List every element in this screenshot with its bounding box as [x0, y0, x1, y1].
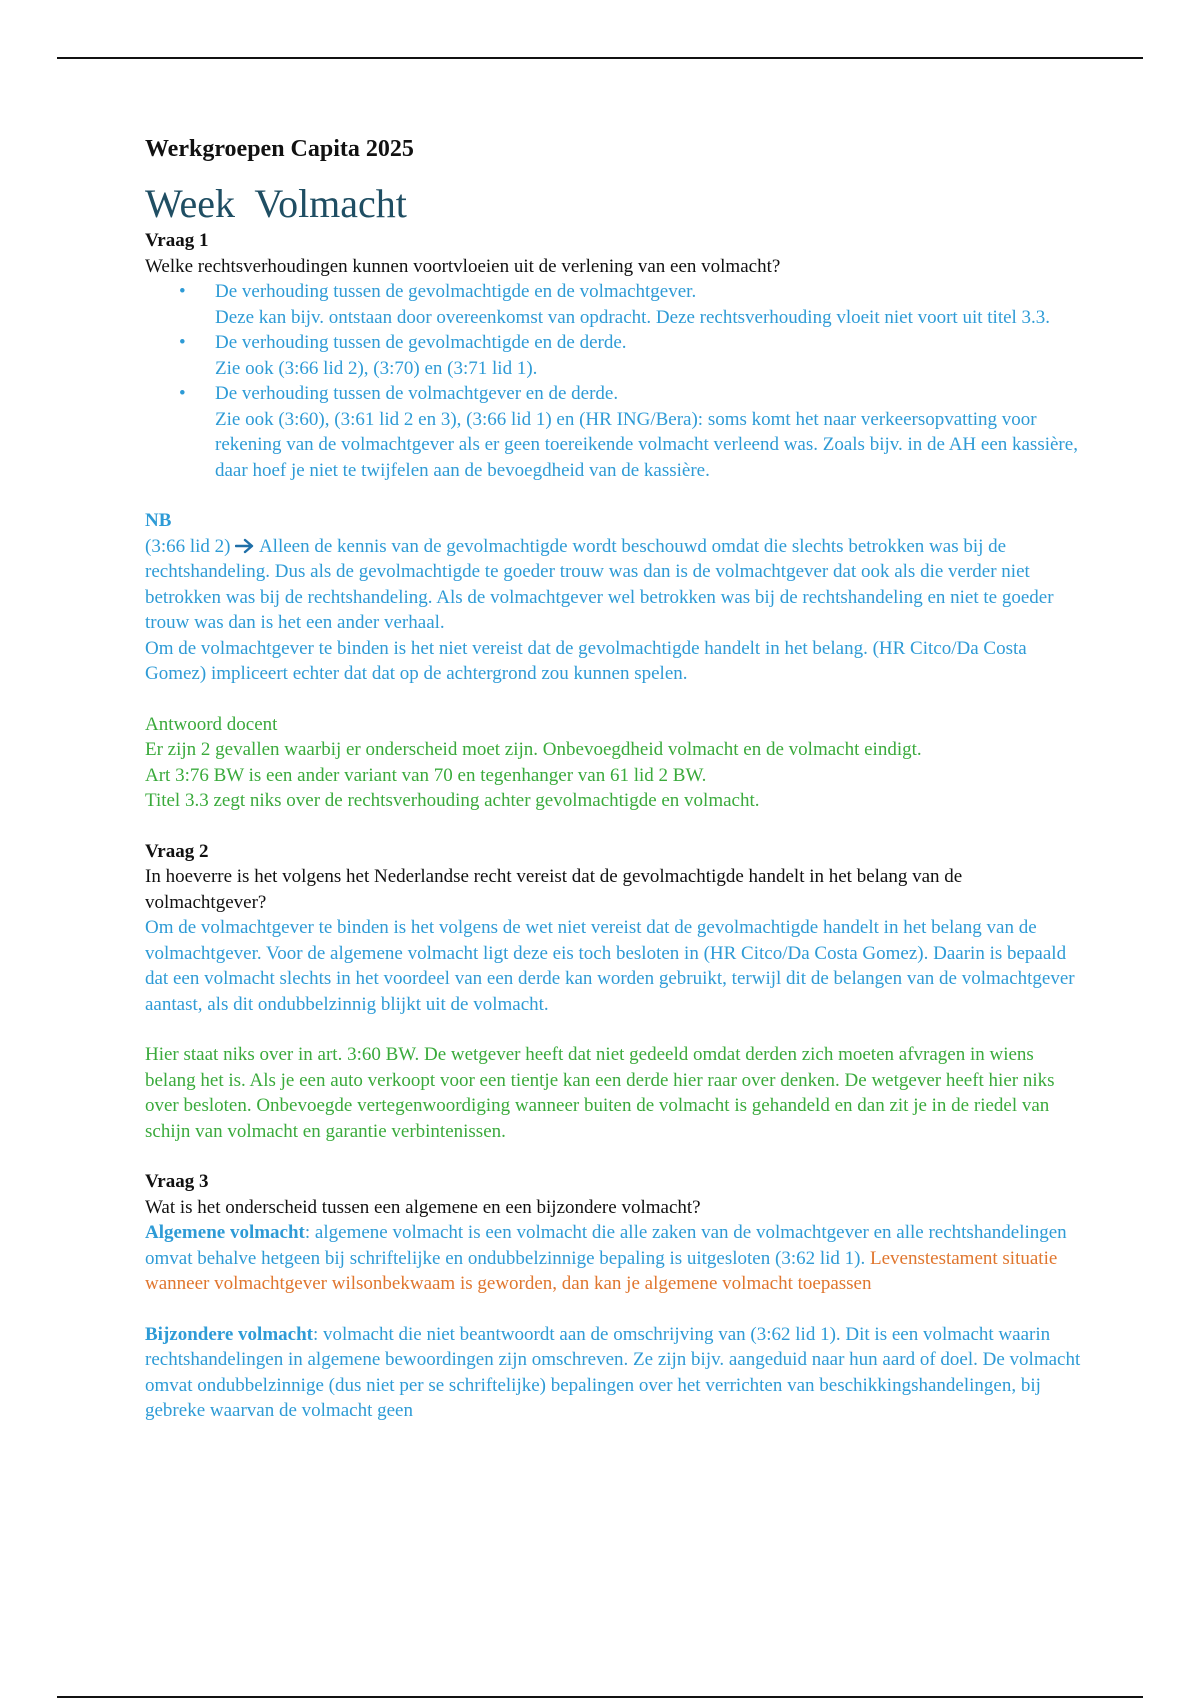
- question-2-text: In hoeverre is het volgens het Nederlandse recht vereist dat de gevolmachtigde handelt in het belang van de volmachtgever?: [145, 866, 963, 913]
- teacher-answer-line: Titel 3.3 zegt niks over de rechtsverhouding achter gevolmachtigde en volmacht.: [145, 790, 760, 811]
- question-2-answer: Om de volmachtgever te binden is het volgens de wet niet vereist dat de gevolmachtigde handelt in het belang van de volmachtgever. Voor de algemene volmacht ligt deze eis toch besloten in (HR Citco/Da Costa Gomez). Daarin is bepaald dat een volmacht slechts in het voordeel van een derde kan worden gebruikt, terwijl dit de belangen van de volmachtgever aantast, als dit ondubbelzinnig blijkt uit de volmacht.: [145, 917, 1075, 1015]
- question-3-section: [145, 1169, 1085, 1424]
- teacher-answer-label: Antwoord docent: [145, 713, 278, 735]
- document-body: [145, 134, 1085, 1424]
- list-item-head: De verhouding tussen de volmachtgever en de derde.: [215, 383, 619, 404]
- special-proxy-term: Bijzondere volmacht: [145, 1323, 313, 1345]
- teacher-answer-line: Art 3:76 BW is een ander variant van 70 en tegenhanger van 61 lid 2 BW.: [145, 764, 707, 786]
- header-rule: [57, 57, 1143, 59]
- list-item: [179, 279, 1085, 330]
- week-title: Week Volmacht: [145, 181, 407, 226]
- question-2-section: [145, 839, 1085, 1145]
- general-proxy-definition: : algemene volmacht is een volmacht die alle zaken van de volmachtgever en alle rechtshandelingen omvat behalve hetgeen bij schriftelijke en ondubbelzinnige bepaling is uitgesloten (3:62 lid 1).: [145, 1222, 1067, 1269]
- list-item-body: Zie ook (3:66 lid 2), (3:70) en (3:71 lid 1).: [215, 357, 538, 379]
- bullet-icon: •: [179, 332, 186, 353]
- special-proxy-paragraph: [145, 1322, 1085, 1424]
- list-item-body: Zie ook (3:60), (3:61 lid 2 en 3), (3:66 lid 1) en (HR ING/Bera): soms komt het naar verkeersopvatting voor rekening van de volmachtgever als er geen toereikende volmacht verleend was. Zoals bijv. in de AH een kassière, daar hoef je niet te twijfelen aan de bevoegdheid van de kassière.: [215, 408, 1078, 481]
- question-3-text: Wat is het onderscheid tussen een algemene en een bijzondere volmacht?: [145, 1196, 701, 1218]
- arrow-right-icon: [235, 538, 255, 554]
- nb-text: Alleen de kennis van de gevolmachtigde wordt beschouwd omdat die slechts betrokken was bij de rechtshandeling. Dus als de gevolmachtigde te goeder trouw was dan is de volmachtgever dat ook als die verder niet betrokken was bij de rechtshandeling. Als de volmachtgever wel betrokken was bij de rechtshandeling en niet te goeder trouw was dan is het een ander verhaal.: [145, 535, 1054, 633]
- nb-reference: (3:66 lid 2): [145, 535, 231, 557]
- general-proxy-paragraph: [145, 1220, 1085, 1297]
- question-1-label: Vraag 1: [145, 230, 209, 251]
- document-title: Werkgroepen Capita 2025: [145, 136, 414, 162]
- general-proxy-note: Levenstestament situatie wanneer volmachtgever wilsonbekwaam is geworden, dan kan je algemene volmacht toepassen: [145, 1247, 1058, 1294]
- bullet-icon: •: [179, 281, 186, 302]
- question-1-section: [145, 228, 1085, 814]
- bullet-icon: •: [179, 383, 186, 404]
- list-item: [179, 381, 1085, 483]
- question-2-teacher-answer: Hier staat niks over in art. 3:60 BW. De wetgever heeft dat niet gedeeld omdat derden zich moeten afvragen in wiens belang het is. Als je een auto verkoopt voor een tientje kan een derde hier raar over denken. De wetgever heeft hier niks over besloten. Onbevoegde vertegenwoordiging wanneer buiten de volmacht is gehandeld en dan zit je in de riedel van schijn van volmacht en garantie verbintenissen.: [145, 1044, 1055, 1142]
- list-item-head: De verhouding tussen de gevolmachtigde en de derde.: [215, 332, 627, 353]
- list-item: [179, 330, 1085, 381]
- nb-paragraph: [145, 534, 1085, 636]
- general-proxy-term: Algemene volmacht: [145, 1222, 305, 1243]
- nb-paragraph-2: Om de volmachtgever te binden is het niet vereist dat de gevolmachtigde handelt in het belang. (HR Citco/Da Costa Gomez) impliceert echter dat dat op de achtergrond zou kunnen spelen.: [145, 637, 1027, 684]
- question-1-text: Welke rechtsverhoudingen kunnen voortvloeien uit de verlening van een volmacht?: [145, 255, 781, 277]
- question-1-answer-list: [145, 279, 1085, 483]
- list-item-head: De verhouding tussen de gevolmachtigde en de volmachtgever.: [215, 281, 697, 302]
- footer-rule: [57, 1696, 1143, 1698]
- list-item-body: Deze kan bijv. ontstaan door overeenkomst van opdracht. Deze rechtsverhouding vloeit niet voort uit titel 3.3.: [215, 306, 1051, 328]
- teacher-answer-line: Er zijn 2 gevallen waarbij er onderscheid moet zijn. Onbevoegdheid volmacht en de volmacht eindigt.: [145, 739, 922, 760]
- question-3-label: Vraag 3: [145, 1171, 209, 1192]
- special-proxy-definition: : volmacht die niet beantwoordt aan de omschrijving van (3:62 lid 1). Dit is een volmacht waarin rechtshandelingen in algemene bewoordingen zijn omschreven. Ze zijn bijv. aangeduid naar hun aard of doel. De volmacht omvat ondubbelzinnige (dus niet per se schriftelijke) bepalingen over het verrichten van beschikkingshandelingen, bij gebreke waarvan de volmacht geen: [145, 1323, 1081, 1421]
- question-2-label: Vraag 2: [145, 840, 209, 862]
- nb-label: NB: [145, 510, 172, 531]
